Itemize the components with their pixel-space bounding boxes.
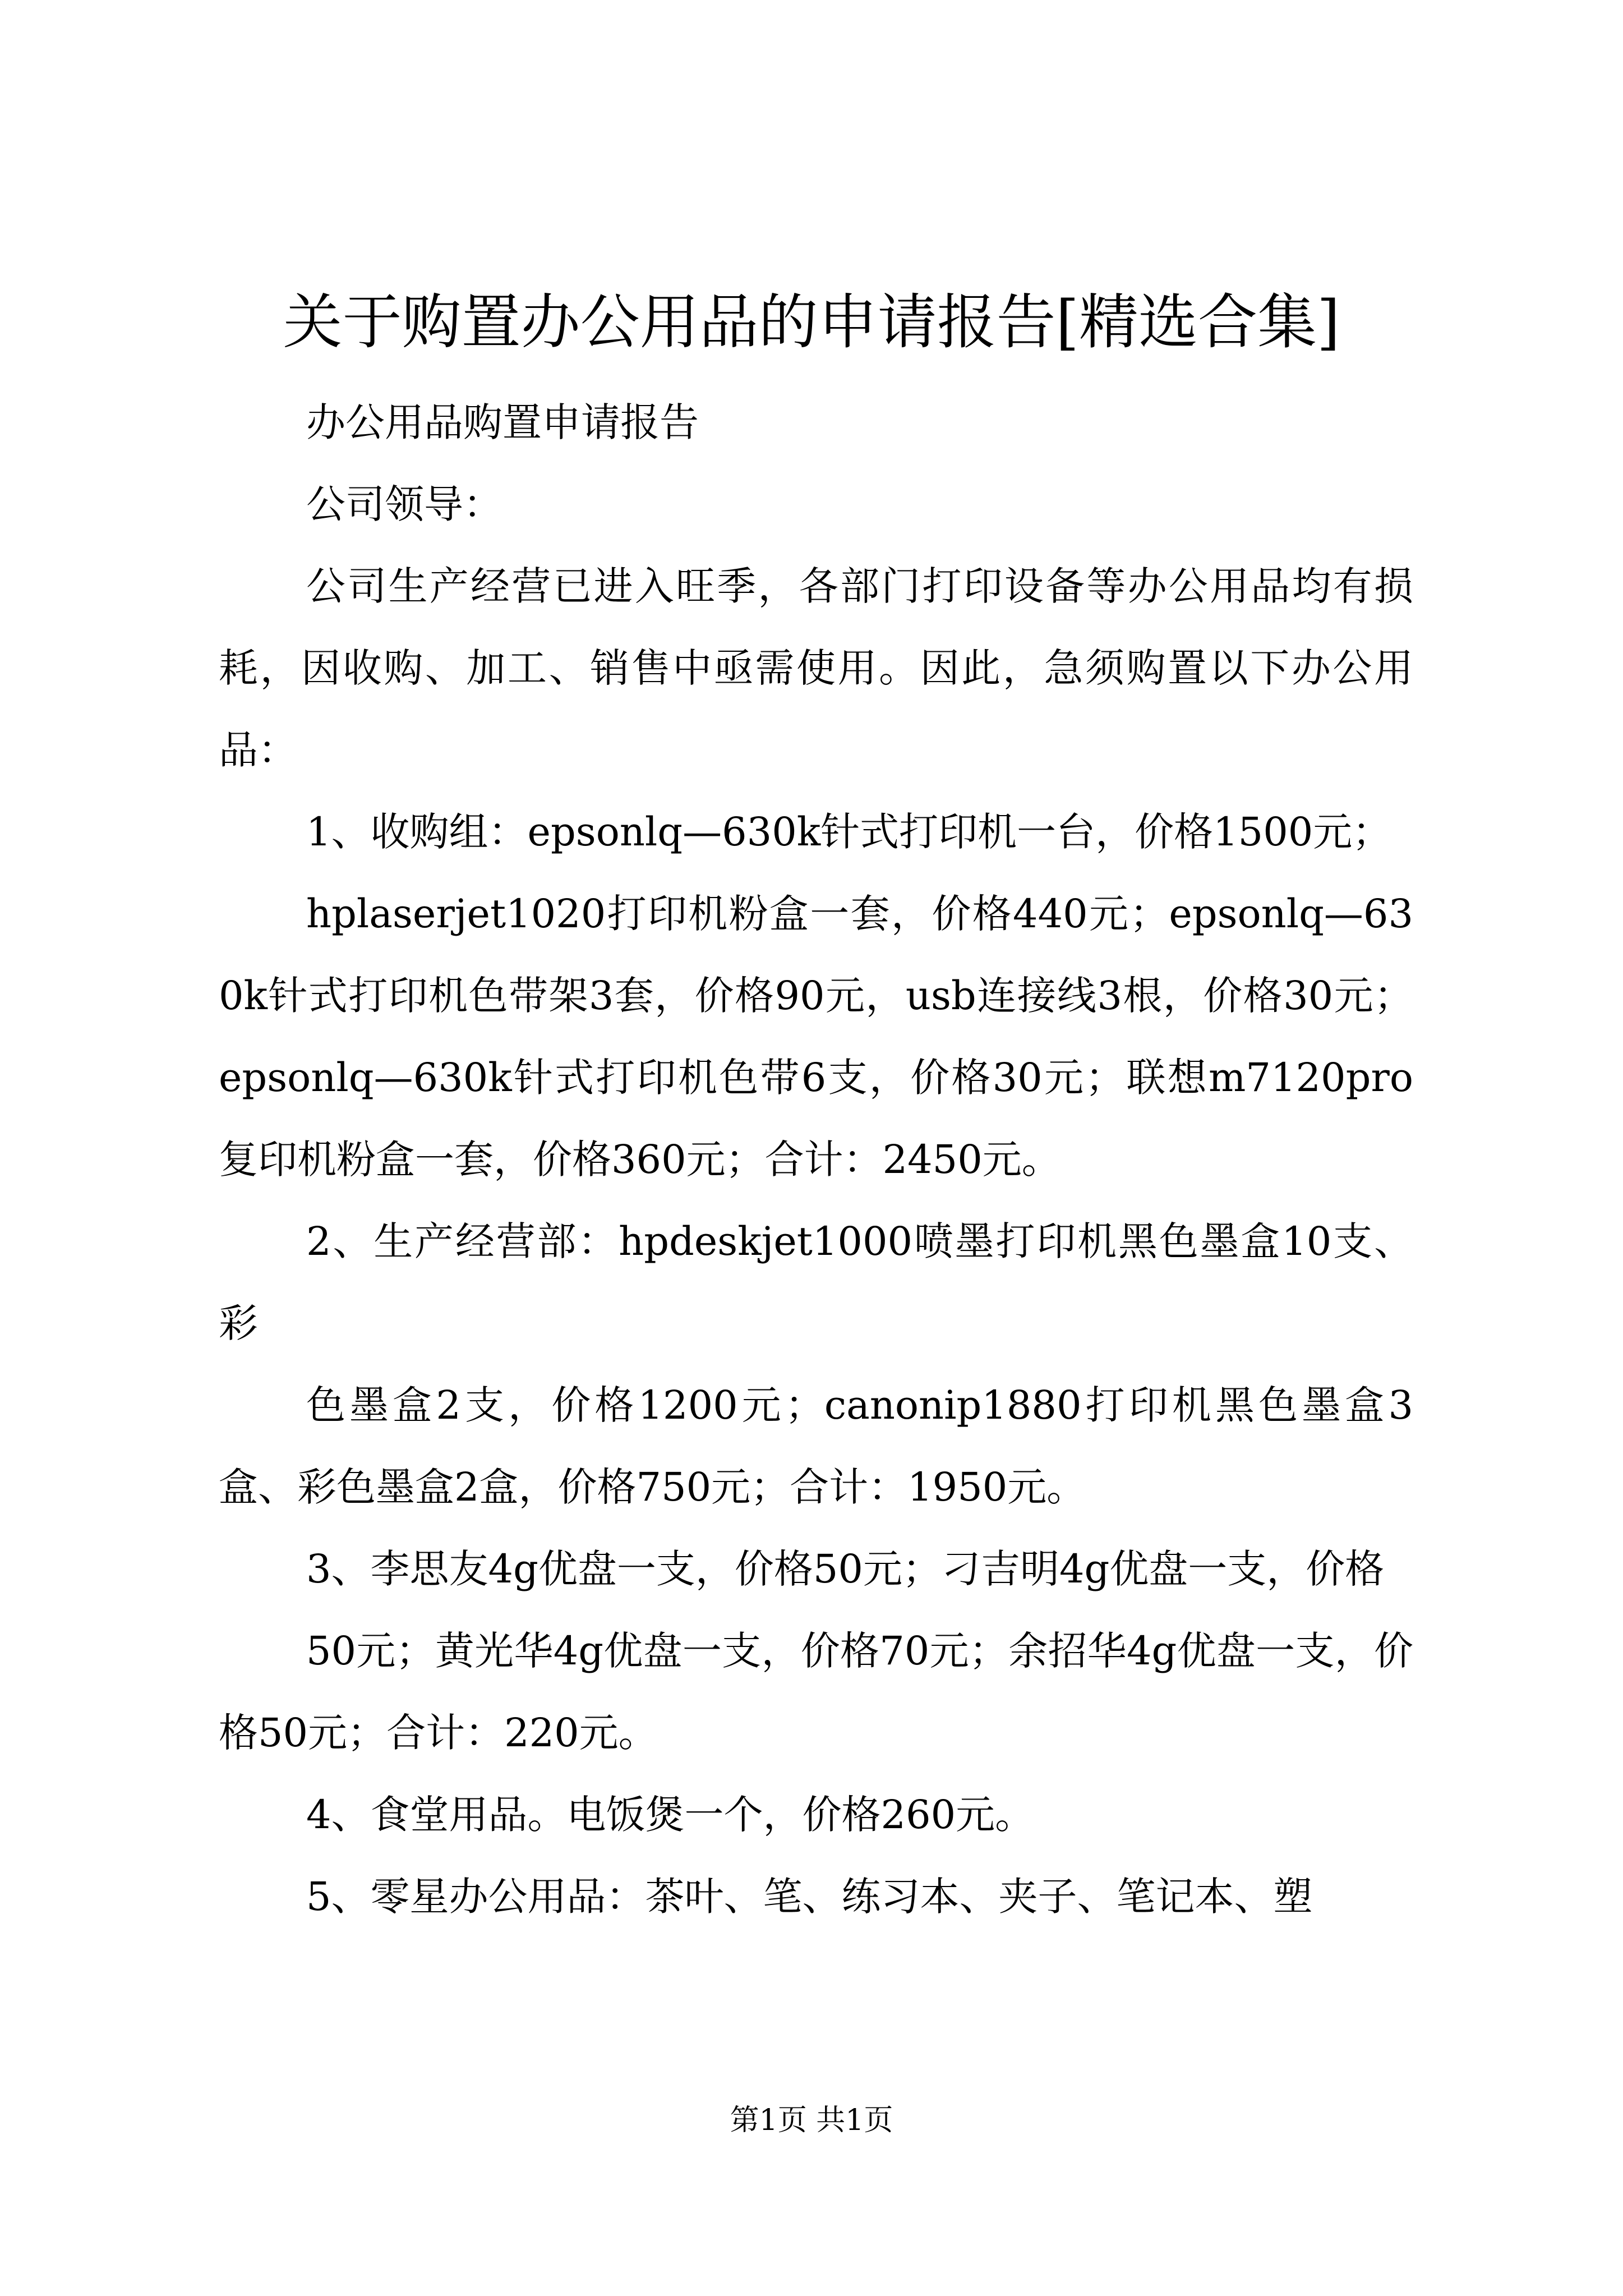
paragraph-item-2: 2、生产经营部：hpdeskjet1000喷墨打印机黑色墨盒10支、彩 [219, 1218, 1413, 1346]
paragraph-intro: 公司生产经营已进入旺季，各部门打印设备等办公用品均有损耗，因收购、加工、销售中亟需使用。因此，急须购置以下办公用品： [219, 563, 1413, 773]
paragraph-item-5: 5、零星办公用品：茶叶、笔、练习本、夹子、笔记本、塑 [306, 1874, 1313, 1920]
paragraph-item-3-details: 50元；黄光华4g优盘一支，价格70元；余招华4g优盘一支，价格50元；合计：220元。 [219, 1628, 1413, 1756]
page-footer: 第1页 共1页 [730, 2104, 893, 2137]
document-title: 关于购置办公用品的申请报告[精选合集] [283, 288, 1340, 357]
paragraph-item-1-details: hplaserjet1020打印机粉盒一套，价格440元；epsonlq—630k针式打印机色带架3套，价格90元，usb连接线3根，价格30元；epsonlq—630k针式打印机色带6支，价格30元；联想m7120pro复印机粉盒一套，价格360元；合计：2450元。 [219, 891, 1413, 1182]
paragraph-item-1: 1、收购组：epsonlq—630k针式打印机一台，价格1500元； [306, 809, 1392, 855]
paragraph-item-4: 4、食堂用品。电饭煲一个，价格260元。 [306, 1792, 1035, 1838]
paragraph-subtitle: 办公用品购置申请报告 [306, 399, 699, 445]
paragraph-salutation: 公司领导： [306, 481, 502, 527]
paragraph-item-2-details: 色墨盒2支，价格1200元；canonip1880打印机黑色墨盒3盒、彩色墨盒2盒，价格750元；合计：1950元。 [219, 1382, 1413, 1510]
paragraph-item-3: 3、李思友4g优盘一支，价格50元；刁吉明4g优盘一支，价格 [306, 1546, 1385, 1592]
document-body [219, 381, 1413, 1938]
